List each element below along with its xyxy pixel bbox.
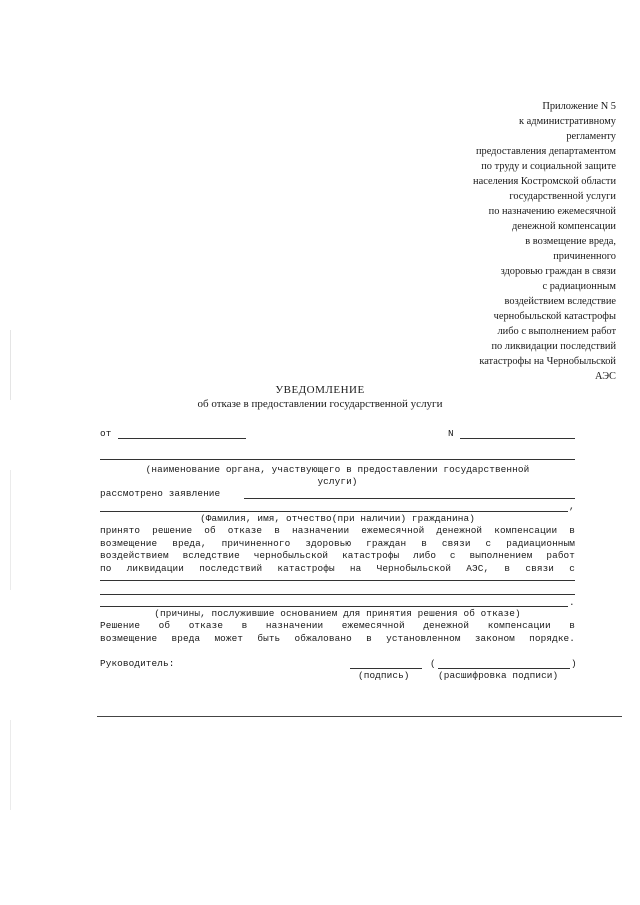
footer-divider [97,716,622,717]
annex-line: денежной компенсации [511,221,616,232]
decision-line: возмещение вреда, причиненного здоровью граждан в связи с радиационным [100,537,575,549]
annex-line: АЭС [594,371,616,382]
decision-line: по ликвидации последствий катастрофы на Чернобыльской АЭС, в связи с [100,562,575,574]
fio-caption: (Фамилия, имя, отчество(при наличии) гражданина) [200,513,475,524]
reasons-caption: (причины, послужившие основанием для принятия решения об отказе) [154,608,521,619]
annex-line: либо с выполнением работ [497,326,616,337]
document-subtitle: об отказе в предоставлении государственной услуги [197,398,443,410]
decision-line: принято решение об отказе в назначении ежемесячной денежной компенсации в [100,525,575,536]
document-title: УВЕДОМЛЕНИЕ [275,384,365,396]
reasons-field-1[interactable] [100,580,575,581]
annex-line: государственной услуги [509,191,616,202]
organ-caption-cont: услуги) [317,476,358,487]
annex-line: регламенту [566,131,616,142]
signature-decoding-field[interactable] [438,668,570,669]
scan-artifact [10,720,11,810]
head-label: Руководитель: [100,658,175,669]
annex-line: по труду и социальной защите [481,161,616,172]
annex-header [356,99,616,384]
number-label: N [448,428,454,439]
annex-line: предоставления департаментом [475,146,616,157]
decision-paragraph [100,525,575,575]
applicant-name-field[interactable] [100,511,568,512]
annex-line: населения Костромской области [473,176,616,187]
from-label: от [100,428,112,439]
date-field[interactable] [118,438,246,439]
annex-line: воздействием вследствие [504,296,616,307]
scan-artifact [10,330,11,400]
annex-line: по ликвидации последствий [491,341,616,352]
annex-line: к административному [519,116,616,127]
organ-caption: (наименование органа, участвующего в предоставлении государственной [145,464,530,475]
appeal-line: Решение об отказе в назначении ежемесячной денежной компенсации в [100,620,575,631]
signature-field[interactable] [350,668,422,669]
signature-caption: (подпись) [358,670,410,681]
decision-line: воздействием вследствие чернобыльской катастрофы либо с выполнением работ [100,550,575,562]
annex-line: в возмещение вреда, [525,236,616,247]
paren-close: ) [571,658,577,669]
reviewed-label: рассмотрено заявление [100,488,221,499]
reasons-field-3[interactable] [100,606,568,607]
scan-artifact [10,470,11,590]
annex-line: по назначению ежемесячной [488,206,616,217]
number-field[interactable] [460,438,575,439]
annex-line: с радиационным [542,281,616,292]
appeal-paragraph [100,620,575,645]
annex-line: причиненного [553,251,616,262]
appeal-line: возмещение вреда может быть обжаловано в установленном законом порядке. [100,632,575,644]
application-field[interactable] [244,498,575,499]
annex-line: чернобыльской катастрофы [493,311,616,322]
organ-name-field[interactable] [100,459,575,460]
annex-line: здоровью граждан в связи [500,266,616,277]
annex-line: Приложение N 5 [542,101,616,112]
reasons-field-2[interactable] [100,594,575,595]
decoding-caption: (расшифровка подписи) [438,670,559,681]
annex-line: катастрофы на Чернобыльской [479,356,616,367]
comma-mark: , [569,501,575,512]
dot-mark: . [569,597,575,608]
paren-open: ( [430,658,436,669]
